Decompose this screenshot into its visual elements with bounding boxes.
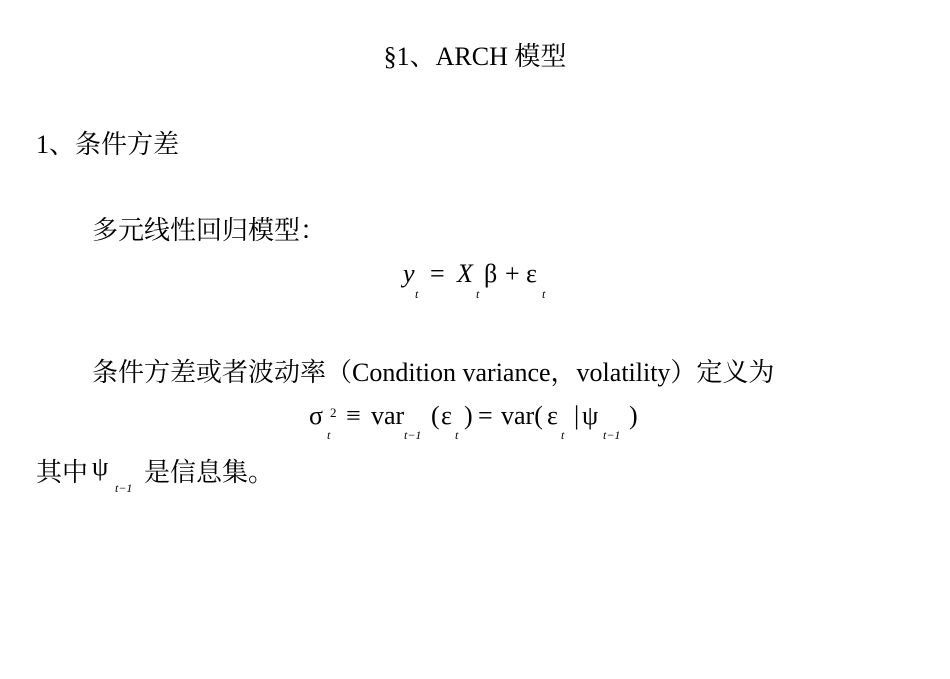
info-set-prefix: 其中 — [36, 458, 89, 487]
info-set-psi-subscript: t−1 — [115, 481, 133, 495]
eq1-X: X — [457, 259, 473, 288]
eq1-y: y — [403, 259, 415, 288]
eq2-equiv: ≡ — [346, 401, 361, 430]
info-set-psi: ψ — [92, 452, 109, 481]
section-heading: 1、条件方差 — [36, 130, 180, 159]
eq2-paren-open: ( — [431, 401, 440, 430]
eq2-psi: ψ — [582, 401, 599, 430]
eq1-y-subscript: t — [415, 287, 419, 301]
eq1-beta: β — [484, 259, 498, 288]
slide-title: §1、ARCH 模型 — [383, 42, 567, 71]
eq2-psi-subscript: t−1 — [603, 428, 621, 442]
eq2-var-subscript: t−1 — [404, 428, 422, 442]
eq2-var: var — [371, 401, 405, 430]
eq2-epsilon: ε — [441, 401, 452, 430]
eq2-paren-close: ) — [464, 401, 473, 430]
eq1-epsilon-subscript: t — [542, 287, 546, 301]
eq2-paren-close-2: ) — [629, 401, 638, 430]
info-set-suffix: 是信息集。 — [144, 458, 275, 487]
eq2-var-open: var( — [501, 401, 543, 430]
definition-intro-text: 条件方差或者波动率（Condition variance，volatility）定义为 — [92, 358, 775, 387]
eq2-sigma-subscript: t — [327, 428, 331, 442]
eq1-plus: + — [505, 259, 520, 288]
eq2-bar: | — [574, 401, 580, 430]
eq2-sigma: σ — [309, 401, 324, 430]
eq1-equals: = — [430, 259, 445, 288]
regression-intro-text: 多元线性回归模型： — [92, 216, 327, 245]
eq1-epsilon: ε — [526, 259, 537, 288]
eq2-equals: = — [478, 401, 493, 430]
eq2-epsilon-subscript: t — [455, 428, 459, 442]
eq2-epsilon-2-subscript: t — [561, 428, 565, 442]
eq2-epsilon-2: ε — [547, 401, 558, 430]
eq1-X-subscript: t — [476, 287, 480, 301]
eq2-sigma-superscript: 2 — [330, 405, 337, 420]
